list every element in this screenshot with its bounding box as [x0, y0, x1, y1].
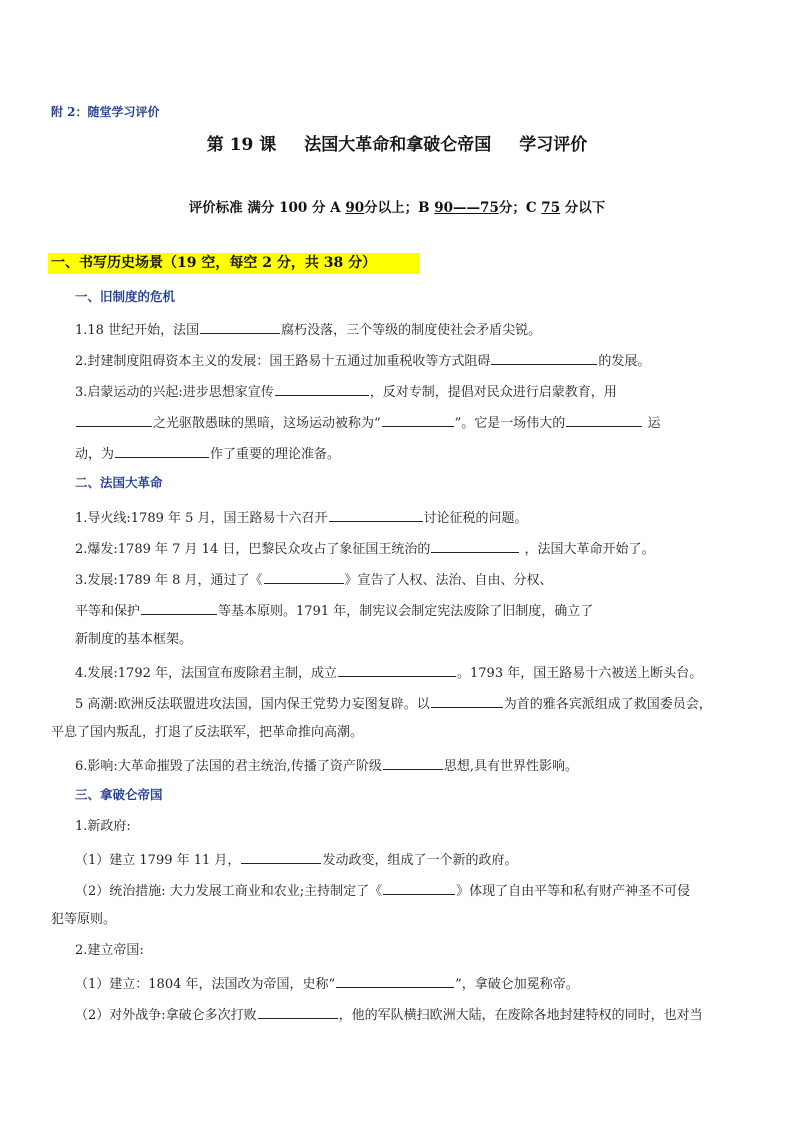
criteria-prefix: 评价标准 满分 100 分 A — [188, 200, 346, 216]
question-line: （2）统治措施: 大力发展工商业和农业;主持制定了《 》体现了自由平等和私有财产神圣不可侵 — [75, 880, 758, 901]
part3-heading: 三、拿破仑帝国 — [75, 787, 163, 802]
question-line: 1.新政府: — [75, 819, 131, 834]
grading-criteria — [0, 199, 794, 217]
answer-blank[interactable] — [336, 973, 454, 988]
question-line: 犯等原则。 — [51, 912, 117, 927]
answer-blank[interactable] — [329, 507, 423, 522]
question-line: 6.影响:大革命摧毁了法国的君主统治,传播了资产阶级 思想,具有世界性影响。 — [75, 755, 758, 776]
question-line: （1）建立：1804 年，法国改为帝国，史称“ ”，拿破仑加冕称帝。 — [75, 973, 758, 994]
question-line: 平息了国内叛乱，打退了反法联军，把革命推向高潮。 — [51, 725, 364, 740]
answer-blank[interactable] — [491, 350, 597, 365]
answer-blank[interactable] — [200, 319, 280, 334]
grade-c-score: 75 — [541, 200, 561, 216]
question-line: 2.爆发:1789 年 7 月 14 日，巴黎民众攻占了象征国王统治的 ，法国大革命开始了。 — [75, 538, 758, 559]
page-title — [0, 136, 794, 154]
lesson-number: 第 19 课 — [206, 135, 277, 155]
answer-blank[interactable] — [76, 412, 152, 427]
answer-blank[interactable] — [258, 1004, 338, 1019]
title-suffix: 学习评价 — [519, 135, 588, 155]
question-line: 5 高潮:欧洲反法联盟进攻法国，国内保王党势力妄图复辟。以 为首的雅各宾派组成了救国委员会， — [75, 693, 758, 714]
question-line: 2.建立帝国: — [75, 943, 144, 958]
criteria-mid2: 分；C — [498, 200, 542, 216]
answer-blank[interactable] — [275, 381, 369, 396]
answer-blank[interactable] — [383, 880, 455, 895]
grade-a-score: 90 — [345, 200, 365, 216]
answer-blank[interactable] — [566, 412, 642, 427]
criteria-suffix: 分以下 — [560, 200, 606, 216]
answer-blank[interactable] — [115, 443, 209, 458]
answer-blank[interactable] — [382, 412, 454, 427]
question-line: 新制度的基本框架。 — [75, 632, 193, 647]
question-line: 2.封建制度阻碍资本主义的发展：国王路易十五通过加重税收等方式阻碍 的发展。 — [75, 350, 758, 371]
question-line: 4.发展:1792 年，法国宣布废除君主制，成立 。1793 年，国王路易十六被送上断头台。 — [75, 662, 758, 683]
part2-heading: 二、法国大革命 — [75, 475, 163, 490]
answer-blank[interactable] — [431, 538, 519, 553]
question-line: 3.启蒙运动的兴起:进步思想家宣传 ，反对专制，提倡对民众进行启蒙教育，用 — [75, 381, 758, 402]
lesson-topic: 法国大革命和拿破仑帝国 — [304, 135, 492, 155]
question-line: （2）对外战争:拿破仑多次打败 ，他的军队横扫欧洲大陆，在废除各地封建特权的同时，也对当 — [75, 1004, 758, 1025]
answer-blank[interactable] — [338, 662, 456, 677]
grade-b-range: 90——75 — [434, 200, 499, 216]
question-line: 平等和保护 等基本原则。1791 年，制宪议会制定宪法废除了旧制度，确立了 — [75, 600, 758, 621]
question-line: （1）建立 1799 年 11 月， 发动政变，组成了一个新的政府。 — [75, 849, 758, 870]
question-line: 1.18 世纪开始，法国 腐朽没落，三个等级的制度使社会矛盾尖锐。 — [75, 319, 758, 340]
answer-blank[interactable] — [264, 569, 344, 584]
answer-blank[interactable] — [141, 600, 217, 615]
section-heading: 一、书写历史场景（19 空，每空 2 分，共 38 分） — [51, 255, 377, 271]
answer-blank[interactable] — [383, 755, 443, 770]
question-line: 3.发展:1789 年 8 月，通过了《 》宣告了人权、法治、自由、分权、 — [75, 569, 758, 590]
question-line: 动，为 作了重要的理论准备。 — [75, 443, 758, 464]
question-line: 之光驱散愚昧的黑暗，这场运动被称为“ ”。它是一场伟大的 运 — [75, 412, 758, 433]
answer-blank[interactable] — [241, 849, 321, 864]
answer-blank[interactable] — [431, 693, 503, 708]
part1-heading: 一、旧制度的危机 — [75, 289, 176, 304]
question-line: 1.导火线:1789 年 5 月，国王路易十六召开 讨论征税的问题。 — [75, 507, 758, 528]
criteria-mid1: 分以上；B — [364, 200, 435, 216]
attachment-label: 附 2：随堂学习评价 — [51, 105, 160, 119]
